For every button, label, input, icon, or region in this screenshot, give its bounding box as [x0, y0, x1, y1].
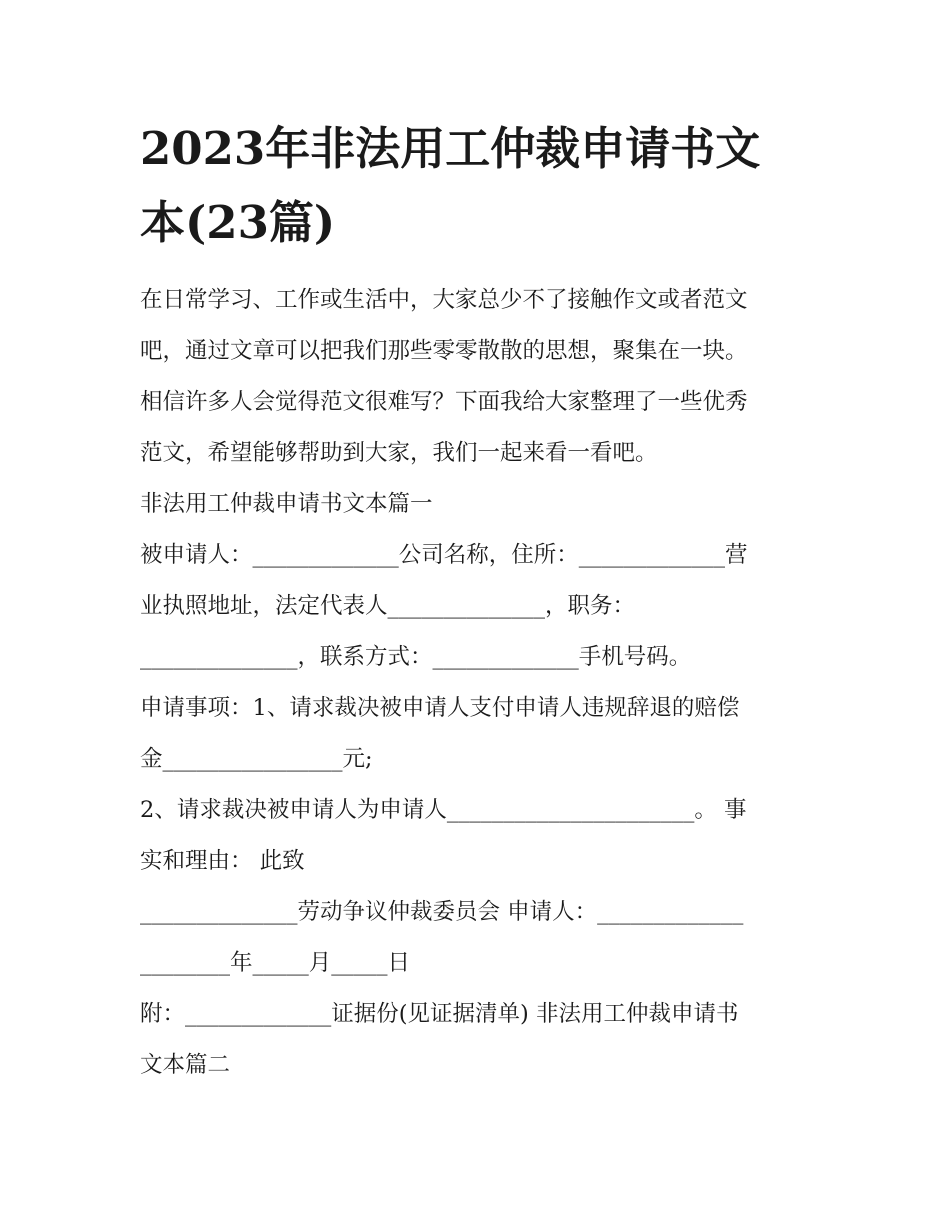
- request-paragraph: [140, 683, 820, 785]
- text-line: ________年_____月_____日: [140, 950, 411, 976]
- text-line: 在日常学习、工作或生活中，大家总少不了接触作文或者范文: [140, 287, 748, 313]
- text-line: 2、请求裁决被申请人为申请人______________________。 事: [140, 797, 747, 823]
- request-2-paragraph: [140, 785, 820, 887]
- text-line: 附：_____________证据份(见证据清单) 非法用工仲裁申请书: [140, 1001, 739, 1027]
- text-line: 吧，通过文章可以把我们那些零零散散的思想，聚集在一块。: [140, 338, 748, 364]
- text-line: 文本篇二: [140, 1052, 231, 1078]
- text-line: 申请事项：1、请求裁决被申请人支付申请人违规辞退的赔偿: [140, 695, 740, 721]
- text-line: 范文，希望能够帮助到大家，我们一起来看一看吧。: [140, 440, 658, 466]
- document-title: [140, 112, 820, 260]
- text-line: ______________劳动争议仲裁委员会 申请人：_____________: [140, 899, 744, 925]
- title-line: 本(23篇): [140, 196, 336, 249]
- text-line: 业执照地址，法定代表人______________，职务：: [140, 593, 636, 619]
- text-line: ______________，联系方式：_____________手机号码。: [140, 644, 692, 670]
- text-line: 金________________元;: [140, 746, 373, 772]
- intro-paragraph: [140, 275, 820, 479]
- title-line: 2023年非法用工仲裁申请书文: [140, 122, 761, 175]
- text-line: 相信许多人会觉得范文很难写？下面我给大家整理了一些优秀: [140, 389, 748, 415]
- section-heading: [140, 479, 820, 530]
- committee-paragraph: [140, 887, 820, 989]
- document-body: [140, 275, 820, 1091]
- respondent-paragraph: [140, 530, 820, 683]
- text-line: 非法用工仲裁申请书文本篇一: [140, 491, 433, 517]
- text-line: 被申请人：_____________公司名称，住所：_____________营: [140, 542, 748, 568]
- text-line: 实和理由： 此致: [140, 848, 305, 874]
- attachment-paragraph: [140, 989, 820, 1091]
